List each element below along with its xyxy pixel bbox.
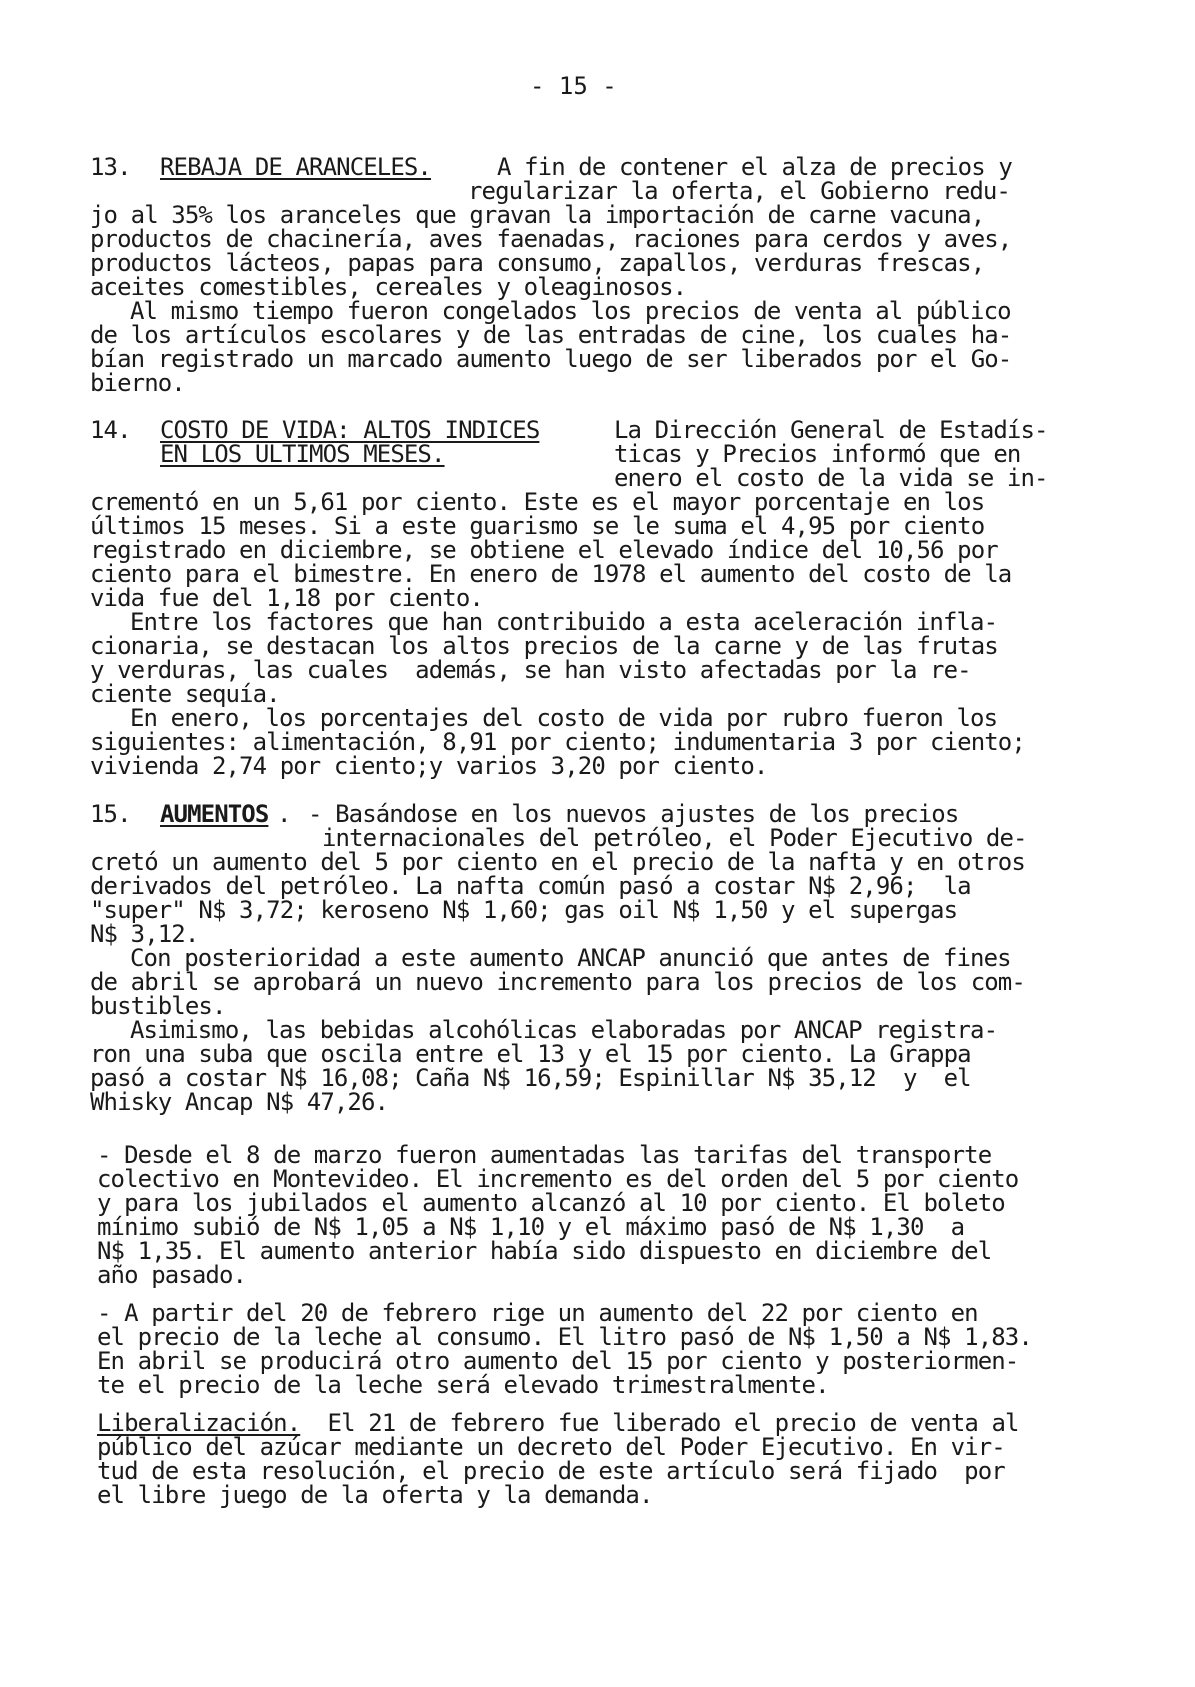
section-15-line: el precio de la leche al consumo. El litro pasó de N$ 1,50 a N$ 1,83. [97,1323,1032,1351]
section-14-line: enero el costo de la vida se in- [614,464,1048,492]
section-14-line: ticas y Precios informó que en [614,440,1021,468]
section-13-line: aceites comestibles, cereales y oleaginosos. [90,273,687,301]
section-15-line: y para los jubilados el aumento alcanzó al 10 por ciento. El boleto [97,1189,1005,1217]
section-14-line: vivienda 2,74 por ciento;y varios 3,20 por ciento. [90,752,768,780]
section-15-line: Con posterioridad a este aumento ANCAP anunció que antes de fines [130,944,1011,972]
section-14-line: siguientes: alimentación, 8,91 por ciento; indumentaria 3 por ciento; [90,728,1025,756]
section-13-line: de los artículos escolares y de las entradas de cine, los cuales ha- [90,321,1012,349]
section-15-heading-period: . [277,800,291,828]
section-15-line: mínimo subió de N$ 1,05 a N$ 1,10 y el máximo pasó de N$ 1,30 a [97,1213,965,1241]
section-15-line: - A partir del 20 de febrero rige un aumento del 22 por ciento en [97,1299,978,1327]
section-14-heading: COSTO DE VIDA: ALTOS INDICES [160,416,540,444]
section-15-line: bustibles. [90,992,226,1020]
section-13-line: bierno. [90,369,185,397]
section-13-line: jo al 35% los aranceles que gravan la importación de carne vacuna, [90,201,985,229]
section-15-line: Whisky Ancap N$ 47,26. [90,1088,389,1116]
liberalizacion-line: público del azúcar mediante un decreto del Poder Ejecutivo. En vir- [97,1433,1005,1461]
section-14-line: y verduras, las cuales además, se han visto afectadas por la re- [90,656,971,684]
section-13-line: regularizar la oferta, el Gobierno redu- [468,177,1010,205]
liberalizacion-heading: Liberalización. [97,1409,301,1437]
page-number: - 15 - [530,72,617,100]
section-15-line: - Desde el 8 de marzo fueron aumentadas las tarifas del transporte [97,1141,992,1169]
section-15-line: N$ 3,12. [90,920,199,948]
liberalizacion-line: tud de esta resolución, el precio de este artículo será fijado por [97,1457,1005,1485]
section-15-line: Asimismo, las bebidas alcohólicas elaboradas por ANCAP registra- [130,1016,998,1044]
section-13-heading: REBAJA DE ARANCELES. [160,153,431,181]
section-13-line: productos lácteos, papas para consumo, zapallos, verduras frescas, [90,249,985,277]
section-13-line: bían registrado un marcado aumento luego de ser liberados por el Go- [90,345,1012,373]
section-15-line: ron una suba que oscila entre el 13 y el 15 por ciento. La Grappa [90,1040,971,1068]
section-14-number: 14. [90,416,131,444]
section-13-line: productos de chacinería, aves faenadas, raciones para cerdos y aves, [90,225,1012,253]
section-13-line: A fin de contener el alza de precios y [497,153,1012,181]
section-15-line: "super" N$ 3,72; keroseno N$ 1,60; gas oil N$ 1,50 y el supergas [90,896,958,924]
section-15-line: En abril se producirá otro aumento del 15 por ciento y posteriormen- [97,1347,1019,1375]
section-14-line: registrado en diciembre, se obtiene el elevado índice del 10,56 por [90,536,998,564]
section-15-line: pasó a costar N$ 16,08; Caña N$ 16,59; Espinillar N$ 35,12 y el [90,1064,971,1092]
section-14-heading: EN LOS ULTIMOS MESES. [160,440,445,468]
section-15-line: - Basándose en los nuevos ajustes de los precios [308,800,959,828]
section-15-line: cretó un aumento del 5 por ciento en el precio de la nafta y en otros [90,848,1025,876]
section-15-line: te el precio de la leche será elevado trimestralmente. [97,1371,829,1399]
section-14-line: En enero, los porcentajes del costo de vida por rubro fueron los [130,704,998,732]
liberalizacion-line: El 21 de febrero fue liberado el precio de venta al [314,1409,1019,1437]
section-15-line: año pasado. [97,1261,247,1289]
section-15-heading: AUMENTOS [160,800,269,828]
section-14-line: ciente sequía. [90,680,280,708]
section-15-line: derivados del petróleo. La nafta común pasó a costar N$ 2,96; la [90,872,971,900]
section-13-number: 13. [90,153,131,181]
section-14-line: cionaria, se destacan los altos precios de la carne y de las frutas [90,632,998,660]
section-15-line: internacionales del petróleo, el Poder Ejecutivo de- [322,824,1027,852]
section-14-line: crementó en un 5,61 por ciento. Este es el mayor porcentaje en los [90,488,985,516]
section-15-line: de abril se aprobará un nuevo incremento para los precios de los com- [90,968,1025,996]
section-14-line: Entre los factores que han contribuido a esta aceleración infla- [130,608,998,636]
section-14-line: ciento para el bimestre. En enero de 1978 el aumento del costo de la [90,560,1012,588]
section-15-number: 15. [90,800,131,828]
section-15-line: N$ 1,35. El aumento anterior había sido dispuesto en diciembre del [97,1237,992,1265]
section-13-line: Al mismo tiempo fueron congelados los precios de venta al público [130,297,1011,325]
section-14-line: La Dirección General de Estadís- [614,416,1048,444]
section-14-line: últimos 15 meses. Si a este guarismo se le suma el 4,95 por ciento [90,512,985,540]
section-14-line: vida fue del 1,18 por ciento. [90,584,483,612]
section-15-line: colectivo en Montevideo. El incremento es del orden del 5 por ciento [97,1165,1019,1193]
liberalizacion-line: el libre juego de la oferta y la demanda. [97,1481,653,1509]
